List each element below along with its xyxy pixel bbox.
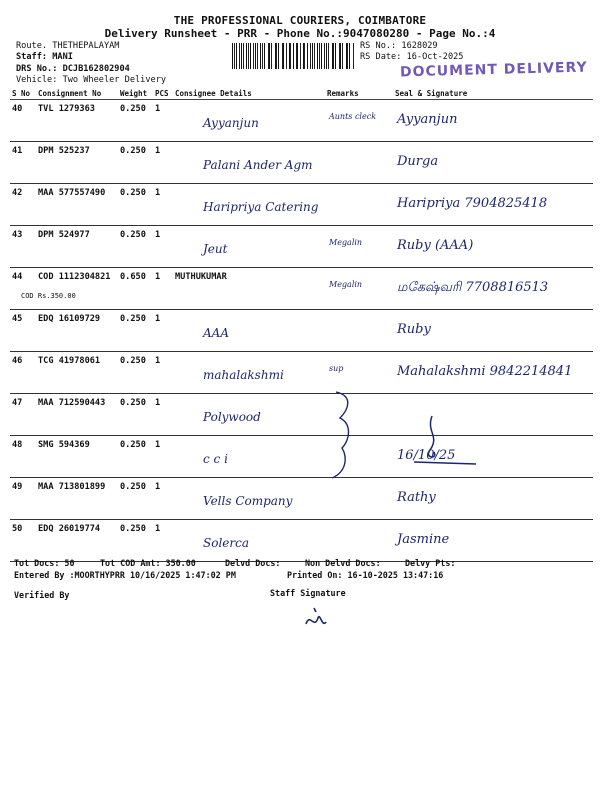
cell-weight-text: 0.250 bbox=[120, 230, 146, 240]
cell-sno bbox=[10, 478, 36, 520]
cell-consignment-no-text: COD 1112304821 bbox=[38, 272, 111, 282]
table-row bbox=[10, 268, 593, 310]
consignee-handwritten: Ayyanjun bbox=[203, 116, 259, 130]
cell-consignee bbox=[173, 520, 325, 562]
cell-weight-text: 0.250 bbox=[120, 104, 146, 114]
cell-sno bbox=[10, 100, 36, 142]
delivered-docs: Delvd Docs: bbox=[225, 558, 281, 568]
col-sno: S No bbox=[10, 88, 36, 100]
cell-signature bbox=[381, 100, 593, 142]
cell-pcs-text: 1 bbox=[155, 356, 161, 366]
bracket-scribble bbox=[326, 388, 366, 483]
cell-weight bbox=[118, 436, 153, 478]
cell-weight-text: 0.250 bbox=[120, 188, 146, 198]
cell-consignment-no bbox=[36, 100, 118, 142]
staff-signature-label: Staff Signature bbox=[270, 588, 346, 598]
runsheet-table bbox=[10, 88, 593, 562]
cell-weight-text: 0.250 bbox=[120, 356, 146, 366]
table-row bbox=[10, 478, 593, 520]
cell-remarks bbox=[325, 520, 381, 562]
cell-consignment-no bbox=[21, 268, 118, 310]
consignee-handwritten: Jeut bbox=[203, 242, 228, 256]
table-row bbox=[10, 520, 593, 562]
cell-consignment-no-text: MAA 577557490 bbox=[38, 188, 106, 198]
printed-on: Printed On: 16-10-2025 13:47:16 bbox=[287, 570, 444, 580]
cell-weight bbox=[118, 268, 153, 310]
table-row bbox=[10, 142, 593, 184]
cell-pcs bbox=[153, 142, 173, 184]
cell-pcs-text: 1 bbox=[155, 188, 161, 198]
cell-weight bbox=[118, 310, 153, 352]
col-consignment: Consignment No bbox=[36, 88, 118, 100]
cell-weight bbox=[118, 184, 153, 226]
cell-pcs-text: 1 bbox=[155, 230, 161, 240]
signature-handwritten: Mahalakshmi 9842214841 bbox=[397, 364, 573, 379]
consignee-handwritten: Solerca bbox=[203, 536, 249, 550]
remarks-handwritten: Megalin bbox=[329, 238, 363, 247]
cell-weight-text: 0.250 bbox=[120, 482, 146, 492]
stamp-signature-48 bbox=[410, 412, 480, 472]
cell-consignment-no bbox=[36, 520, 118, 562]
cell-weight bbox=[118, 142, 153, 184]
cell-consignee-text: MUTHUKUMAR bbox=[175, 272, 227, 282]
cell-consignment-no-text: EDQ 16109729 bbox=[38, 314, 101, 324]
cell-signature bbox=[381, 478, 593, 520]
col-consignee: Consignee Details bbox=[173, 88, 325, 100]
table-row bbox=[10, 100, 593, 142]
consignee-handwritten: c c i bbox=[203, 452, 228, 466]
cell-consignee bbox=[173, 352, 325, 394]
cell-sno-text: 48 bbox=[12, 440, 23, 450]
cell-consignee bbox=[173, 100, 325, 142]
remarks-handwritten: sup bbox=[329, 364, 344, 373]
signature-handwritten: 16/10/25 bbox=[397, 448, 456, 463]
staff-label: Staff: MANI bbox=[16, 52, 73, 62]
signature-handwritten: Durga bbox=[397, 154, 439, 169]
cell-consignment-no-text: SMG 594369 bbox=[38, 440, 90, 450]
cell-remarks bbox=[325, 310, 381, 352]
cell-sno-text: 46 bbox=[12, 356, 23, 366]
signature-handwritten: Ruby bbox=[397, 322, 431, 337]
cell-pcs-text: 1 bbox=[155, 524, 161, 534]
cell-pcs-text: 1 bbox=[155, 104, 161, 114]
consignee-handwritten: Polywood bbox=[203, 410, 261, 424]
signature-handwritten: மகேஷ்வரி 7708816513 bbox=[397, 280, 549, 295]
cell-weight-text: 0.650 bbox=[120, 272, 146, 282]
cell-sno-text: 50 bbox=[12, 524, 23, 534]
cell-sno bbox=[10, 184, 36, 226]
cell-pcs bbox=[153, 100, 173, 142]
signature-handwritten: Ruby (AAA) bbox=[397, 238, 474, 253]
remarks-handwritten: Aunts cleck bbox=[329, 112, 377, 121]
signature-handwritten: Haripriya 7904825418 bbox=[397, 196, 548, 211]
cell-signature bbox=[381, 310, 593, 352]
cell-consignment-no-text: DPM 524977 bbox=[38, 230, 90, 240]
total-docs: Tot Docs: 50 bbox=[14, 558, 75, 568]
cell-sno-text: 47 bbox=[12, 398, 23, 408]
signature-handwritten: Rathy bbox=[397, 490, 436, 505]
signature-handwritten: Jasmine bbox=[397, 532, 450, 547]
col-seal-signature: Seal & Signature bbox=[381, 88, 593, 100]
cell-consignment-no-text: MAA 713801899 bbox=[38, 482, 106, 492]
table-row bbox=[10, 352, 593, 394]
col-remarks: Remarks bbox=[325, 88, 381, 100]
cell-pcs bbox=[153, 226, 173, 268]
cell-weight-text: 0.250 bbox=[120, 440, 146, 450]
cell-sno-text: 42 bbox=[12, 188, 23, 198]
cell-sno bbox=[10, 394, 36, 436]
cell-consignment-no-text: TCG 41978061 bbox=[38, 356, 101, 366]
cell-remarks bbox=[325, 226, 381, 268]
cell-weight-text: 0.250 bbox=[120, 146, 146, 156]
cell-remarks bbox=[325, 478, 381, 520]
cell-pcs-text: 1 bbox=[155, 398, 161, 408]
company-title: THE PROFESSIONAL COURIERS, COIMBATORE bbox=[173, 14, 427, 27]
cell-sno bbox=[10, 352, 36, 394]
cell-consignment-no bbox=[36, 394, 118, 436]
table-row bbox=[10, 394, 593, 436]
cell-consignment-no bbox=[36, 436, 118, 478]
consignee-handwritten: Vells Company bbox=[203, 494, 293, 508]
cell-sno-text: 40 bbox=[12, 104, 23, 114]
cell-remarks bbox=[325, 184, 381, 226]
cell-consignment-no bbox=[36, 184, 118, 226]
cell-consignment-no bbox=[36, 310, 118, 352]
cell-signature bbox=[381, 142, 593, 184]
runsheet-subtitle: Delivery Runsheet - PRR - Phone No.:9047080280 - Page No.:4 bbox=[104, 27, 496, 40]
cell-pcs bbox=[153, 268, 173, 310]
cell-consignment-no-text: EDQ 26019774 bbox=[38, 524, 101, 534]
cell-pcs bbox=[153, 310, 173, 352]
entered-by: Entered By :MOORTHYPRR 10/16/2025 1:47:02 PM bbox=[14, 570, 236, 580]
cell-sno-text: 44 bbox=[12, 272, 23, 282]
verified-by: Verified By bbox=[14, 590, 70, 600]
table-row bbox=[10, 310, 593, 352]
cell-weight bbox=[118, 226, 153, 268]
cell-signature bbox=[381, 352, 593, 394]
cell-consignee bbox=[173, 310, 325, 352]
cell-consignee bbox=[173, 478, 325, 520]
table-row bbox=[10, 436, 593, 478]
cell-consignment-no bbox=[36, 226, 118, 268]
cell-pcs-text: 1 bbox=[155, 314, 161, 324]
cell-remarks bbox=[325, 100, 381, 142]
cell-weight bbox=[118, 394, 153, 436]
cell-sno-text: 49 bbox=[12, 482, 23, 492]
cell-consignee bbox=[173, 394, 325, 436]
cell-consignee bbox=[173, 436, 325, 478]
cell-consignee bbox=[173, 184, 325, 226]
staff-signature-scribble bbox=[300, 604, 334, 636]
col-weight: Weight bbox=[118, 88, 153, 100]
cell-weight-text: 0.250 bbox=[120, 524, 146, 534]
cell-consignment-no-text: MAA 712590443 bbox=[38, 398, 106, 408]
table-row bbox=[10, 226, 593, 268]
cell-consignee bbox=[173, 226, 325, 268]
vehicle-label: Vehicle: Two Wheeler Delivery bbox=[16, 75, 167, 85]
cell-consignment-no bbox=[36, 352, 118, 394]
signature-handwritten: Ayyanjun bbox=[397, 112, 458, 127]
barcode bbox=[232, 43, 354, 69]
cell-weight bbox=[118, 100, 153, 142]
cell-consignee bbox=[173, 142, 325, 184]
cell-weight bbox=[118, 520, 153, 562]
cell-pcs bbox=[153, 352, 173, 394]
cell-sno bbox=[10, 436, 36, 478]
cell-sno-text: 41 bbox=[12, 146, 23, 156]
rs-date: RS Date: 16-Oct-2025 bbox=[360, 52, 464, 62]
cell-signature bbox=[381, 520, 593, 562]
delivery-points: Delvy Pts: bbox=[405, 558, 456, 568]
cell-sno-text: 43 bbox=[12, 230, 23, 240]
consignee-handwritten: Haripriya Catering bbox=[203, 200, 319, 214]
remarks-handwritten: Megalin bbox=[329, 280, 363, 289]
cell-pcs-text: 1 bbox=[155, 272, 161, 282]
cell-sno bbox=[10, 226, 36, 268]
cell-sno bbox=[10, 520, 36, 562]
cell-weight bbox=[118, 352, 153, 394]
cell-pcs bbox=[153, 520, 173, 562]
table-header-row bbox=[10, 88, 593, 100]
cell-sno bbox=[10, 268, 36, 310]
cell-pcs-text: 1 bbox=[155, 440, 161, 450]
consignee-handwritten: Palani Ander Agm bbox=[203, 158, 313, 172]
cell-signature bbox=[381, 226, 593, 268]
cell-consignment-no-text: DPM 525237 bbox=[38, 146, 90, 156]
total-cod-amount: Tot COD Amt: 350.00 bbox=[100, 558, 196, 568]
cell-sno-text: 45 bbox=[12, 314, 23, 324]
cell-consignment-no bbox=[36, 142, 118, 184]
drs-number: DRS No.: DCJB162802904 bbox=[16, 64, 130, 74]
cell-remarks bbox=[325, 142, 381, 184]
cell-weight-text: 0.250 bbox=[120, 398, 146, 408]
cell-pcs-text: 1 bbox=[155, 146, 161, 156]
cell-consignment-no bbox=[36, 478, 118, 520]
consignee-handwritten: AAA bbox=[203, 326, 229, 340]
cell-signature bbox=[381, 184, 593, 226]
cell-sno bbox=[10, 310, 36, 352]
cell-pcs bbox=[153, 184, 173, 226]
non-delivered-docs: Non Delvd Docs: bbox=[305, 558, 381, 568]
cell-remarks bbox=[325, 268, 381, 310]
cell-pcs-text: 1 bbox=[155, 482, 161, 492]
cell-weight-text: 0.250 bbox=[120, 314, 146, 324]
route-label: Route. THETHEPALAYAM bbox=[16, 41, 120, 51]
consignee-handwritten: mahalakshmi bbox=[203, 368, 284, 382]
cell-sno bbox=[10, 142, 36, 184]
rs-number: RS No.: 1628029 bbox=[360, 41, 438, 51]
cod-amount: COD Rs.350.00 bbox=[21, 292, 76, 300]
cell-pcs bbox=[153, 436, 173, 478]
col-pcs: PCS bbox=[153, 88, 173, 100]
cell-consignment-no-text: TVL 1279363 bbox=[38, 104, 95, 114]
cell-signature bbox=[381, 268, 593, 310]
table-row bbox=[10, 184, 593, 226]
cell-pcs bbox=[153, 394, 173, 436]
document-delivery-stamp: DOCUMENT DELIVERY bbox=[399, 59, 588, 81]
cell-weight bbox=[118, 478, 153, 520]
cell-pcs bbox=[153, 478, 173, 520]
cell-consignee bbox=[173, 268, 325, 310]
